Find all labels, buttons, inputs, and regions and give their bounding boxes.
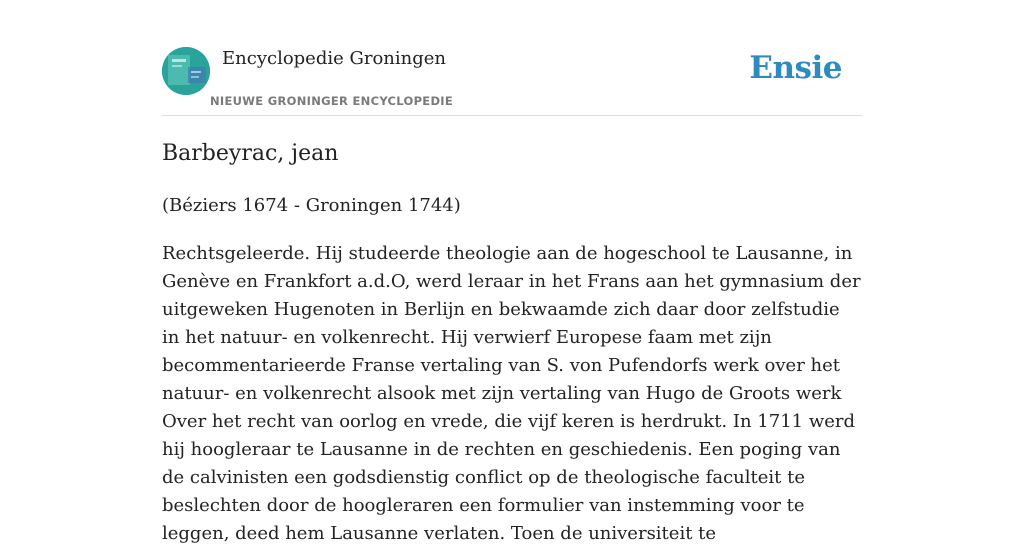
article-title: Barbeyrac, jean (162, 141, 339, 166)
source-subtitle: NIEUWE GRONINGER ENCYCLOPEDIE (210, 94, 454, 108)
header-divider (162, 115, 862, 116)
brand-logo[interactable]: Ensie (749, 50, 842, 86)
article-body: Rechtsgeleerde. Hij studeerde theologie aan de hogeschool te Lausanne, in Genève en Frankfort a.d.O, werd leraar in het Frans aan het gymnasium der uitgeweken Hugenoten in Berlijn en bekwaamde zich daar door zelfstudie in het natuur- en volkenrecht. Hij verwierf Europese faam met zijn becommentarieerde Franse vertaling van S. von Pufendorfs werk over het natuur- en volkenrecht alsook met zijn vertaling van Hugo de Groots werk Over het recht van oorlog en vrede, die vijf keren is herdrukt. In 1711 werd hij hoogleraar te Lausanne in de rechten en geschiedenis. Een poging van de calvinisten een godsdienstig conflict op de theologische faculteit te beslechten door de hoogleraren een formulier van instemming voor te leggen, deed hem Lausanne verlaten. Toen de universiteit te (162, 243, 861, 544)
article-subtitle: (Béziers 1674 - Groningen 1744) (162, 195, 461, 216)
header (162, 40, 862, 116)
book-cover-icon[interactable] (162, 47, 210, 95)
source-title[interactable]: Encyclopedie Groningen (222, 48, 447, 69)
